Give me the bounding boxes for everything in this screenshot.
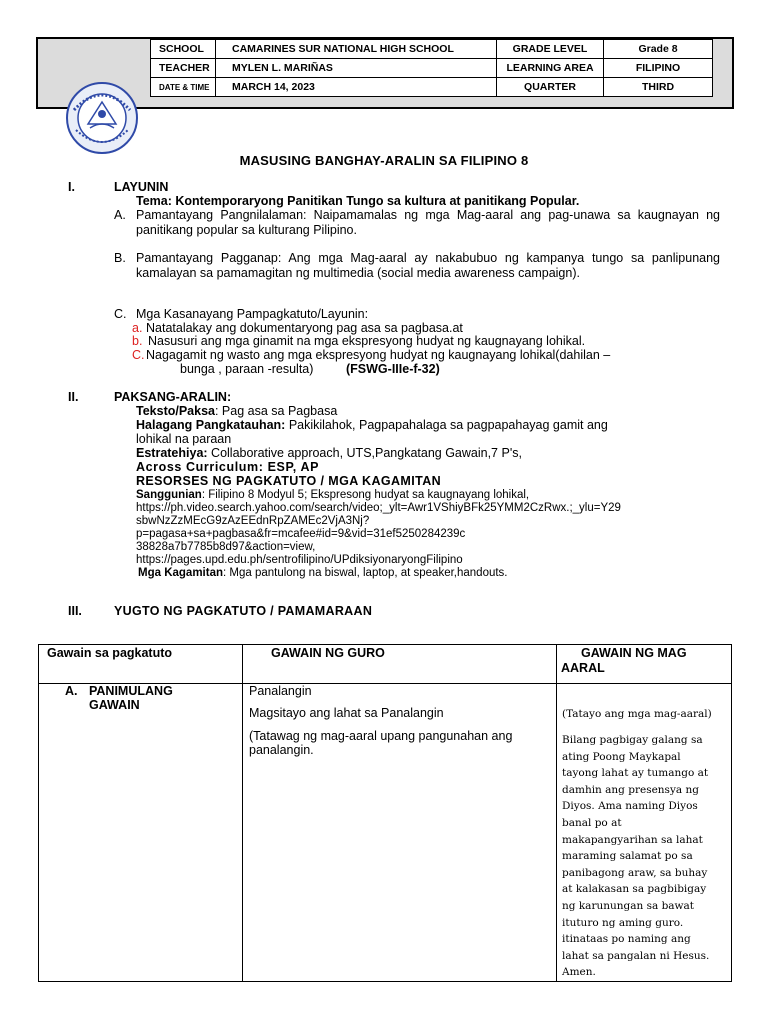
- prayer-line: makapangyarihan sa lahat: [562, 833, 703, 846]
- section3-heading: YUGTO NG PAGKATUTO / PAMAMARAAN: [114, 604, 373, 618]
- row-label-gawain: GAWAIN: [89, 698, 140, 712]
- prayer-line: at kalakasan sa pagbibigay: [562, 883, 707, 896]
- across-curriculum: Across Curriculum: ESP, AP: [136, 460, 320, 474]
- prayer-line: panibagong araw, sa buhay: [562, 866, 708, 879]
- header-value-date: MARCH 14, 2023: [216, 78, 497, 97]
- aaral-prayer: [562, 732, 709, 981]
- reference-url-1[interactable]: https://ph.video.search.yahoo.com/search/video;_ylt=Awr1VShiyBFk25YMM2CzRwx.;_ylu=Y29: [136, 502, 621, 514]
- objective-b-text: Nasusuri ang mga ginamit na mga ekspresyong hudyat ng kaugnayang lohikal.: [148, 334, 586, 348]
- header-table: [150, 39, 713, 97]
- prayer-line: Amen.: [562, 966, 596, 979]
- section1-b-marker: B.: [114, 251, 126, 265]
- prayer-line: lahat sa pangalan ni Hesus.: [562, 949, 710, 962]
- halagang-value: Pakikilahok, Pagpapahalaga sa pagpapahayag gamit ang: [285, 418, 608, 432]
- sanggunian-label: Sanggunian: [136, 489, 202, 501]
- objective-a-text: Natatalakay ang dokumentaryong pag asa sa pagbasa.at: [146, 321, 463, 335]
- reference-url-3[interactable]: p=pagasa+sa+pagbasa&fr=mcafee#id=9&vid=31ef5250284239c: [136, 528, 466, 540]
- kagamitan-line: [138, 567, 508, 580]
- prayer-line: damhin ang presensya ng: [562, 783, 699, 796]
- header-value-school: CAMARINES SUR NATIONAL HIGH SCHOOL: [216, 40, 497, 59]
- section1-b-text: Pamantayang Pagganap: Ang mga Mag-aaral ay nakabubuo ng kampanya tungo sa panlipunang kamalayan sa pamamagitan ng multimedia (social media awareness campaign).: [136, 251, 720, 280]
- objective-c-text-cont: bunga , paraan -resulta): [180, 362, 314, 376]
- teksto-line: [136, 404, 337, 419]
- prayer-line: Bilang pagbigay galang sa: [562, 734, 703, 746]
- prayer-line: itinataas po naming ang: [562, 933, 691, 946]
- objective-a-marker: a.: [132, 321, 143, 335]
- header-value-quarter: THIRD: [604, 78, 713, 97]
- section1-heading: LAYUNIN: [114, 180, 169, 194]
- header-label-teacher: TEACHER: [151, 59, 216, 78]
- header-label-quarter: QUARTER: [497, 78, 604, 97]
- row-marker: A.: [65, 684, 78, 698]
- header-row: [151, 78, 713, 97]
- header-label-date: DATE & TIME: [151, 78, 216, 97]
- teksto-value: : Pag asa sa Pagbasa: [214, 404, 338, 418]
- row-label-panimulang: PANIMULANG: [89, 684, 173, 698]
- guro-tatawag-cont: panalangin.: [249, 743, 314, 757]
- section1-number: I.: [68, 180, 75, 194]
- prayer-line: maraming salamat po sa: [562, 850, 693, 863]
- kagamitan-value: : Mga pantulong na biswal, laptop, at speaker,handouts.: [223, 567, 508, 579]
- col-header-guro: GAWAIN NG GURO: [271, 646, 385, 660]
- estratehiya-line: [136, 446, 522, 461]
- sanggunian-line: [136, 489, 529, 502]
- estratehiya-label: Estratehiya:: [136, 446, 208, 460]
- objective-c-code: (FSWG-IIIe-f-32): [346, 362, 440, 376]
- table-divider: [242, 645, 243, 981]
- col-header-aaral-cont: AARAL: [561, 661, 605, 675]
- header-value-area: FILIPINO: [604, 59, 713, 78]
- procedure-table: [38, 644, 732, 982]
- col-header-aaral: GAWAIN NG MAG: [581, 646, 687, 660]
- section1-tema: Tema: Kontemporaryong Panitikan Tungo sa kultura at panitikang Popular.: [136, 194, 580, 208]
- objective-c-text: Nagagamit ng wasto ang mga ekspresyong hudyat ng kaugnayang lohikal(dahilan –: [146, 348, 611, 362]
- reference-url-4[interactable]: 38828a7b7785b8d97&action=view,: [136, 541, 316, 553]
- reference-url-5[interactable]: https://pages.upd.edu.ph/sentrofilipino/UPdiksiyonaryongFilipino: [136, 554, 463, 566]
- header-row: [151, 59, 713, 78]
- col-header-gawain: Gawain sa pagkatuto: [47, 646, 173, 660]
- header-value-grade: Grade 8: [604, 40, 713, 59]
- reference-url-2[interactable]: sbwNzZzMEcG9zAzEEdnRpZAMEc2VjA3Nj?: [136, 515, 370, 527]
- guro-tatawag: (Tatawag ng mag-aaral upang pangunahan ang: [249, 729, 513, 743]
- prayer-line: ating Poong Maykapal: [562, 750, 681, 763]
- page-title: MASUSING BANGHAY-ARALIN SA FILIPINO 8: [239, 153, 529, 168]
- header-label-area: LEARNING AREA: [497, 59, 604, 78]
- sanggunian-value: : Filipino 8 Modyul 5; Ekspresong hudyat sa kaugnayang lohikal,: [201, 489, 530, 501]
- guro-panalangin: Panalangin: [249, 684, 312, 698]
- table-divider: [556, 645, 557, 981]
- prayer-line: tayong lahat ay tumango at: [562, 767, 709, 780]
- section2-heading: PAKSANG-ARALIN:: [114, 390, 232, 404]
- header-label-school: SCHOOL: [151, 40, 216, 59]
- resorses-heading: RESORSES NG PAGKATUTO / MGA KAGAMITAN: [136, 474, 442, 488]
- objective-c-marker: C.: [132, 348, 145, 362]
- section3-number: III.: [68, 604, 82, 618]
- section1-c-text: Mga Kasanayang Pampagkatuto/Layunin:: [136, 307, 369, 321]
- guro-magsitayo: Magsitayo ang lahat sa Panalangin: [249, 706, 444, 720]
- kagamitan-label: Mga Kagamitan: [138, 567, 223, 579]
- deped-seal-logo: [64, 80, 140, 156]
- halagang-line: [136, 418, 608, 433]
- header-row: [151, 40, 713, 59]
- halagang-line2: lohikal na paraan: [136, 432, 232, 446]
- prayer-line: ituturo ng aming guro.: [562, 916, 684, 929]
- objective-b-marker: b.: [132, 334, 143, 348]
- prayer-line: Diyos. Ama naming Diyos: [562, 800, 698, 813]
- section1-a-marker: A.: [114, 208, 126, 222]
- section1-c-marker: C.: [114, 307, 127, 321]
- prayer-line: banal po at: [562, 816, 622, 829]
- section1-a-text: Pamantayang Pangnilalaman: Naipamamalas ng mga Mag-aaral ang pag-unawa sa kaugnayan ng panitikang popular sa kulturang Pilipino.: [136, 208, 720, 237]
- prayer-line: ng karunungan sa bawat: [562, 899, 695, 912]
- header-label-grade: GRADE LEVEL: [497, 40, 604, 59]
- halagang-label: Halagang Pangkatauhan:: [136, 418, 286, 432]
- aaral-tatayo: (Tatayo ang mga mag-aaral): [562, 708, 712, 720]
- section2-number: II.: [68, 390, 79, 404]
- teksto-label: Teksto/Paksa: [136, 404, 215, 418]
- header-value-teacher: MYLEN L. MARIÑAS: [216, 59, 497, 78]
- estratehiya-value: Collaborative approach, UTS,Pangkatang Gawain,7 P's,: [207, 446, 522, 460]
